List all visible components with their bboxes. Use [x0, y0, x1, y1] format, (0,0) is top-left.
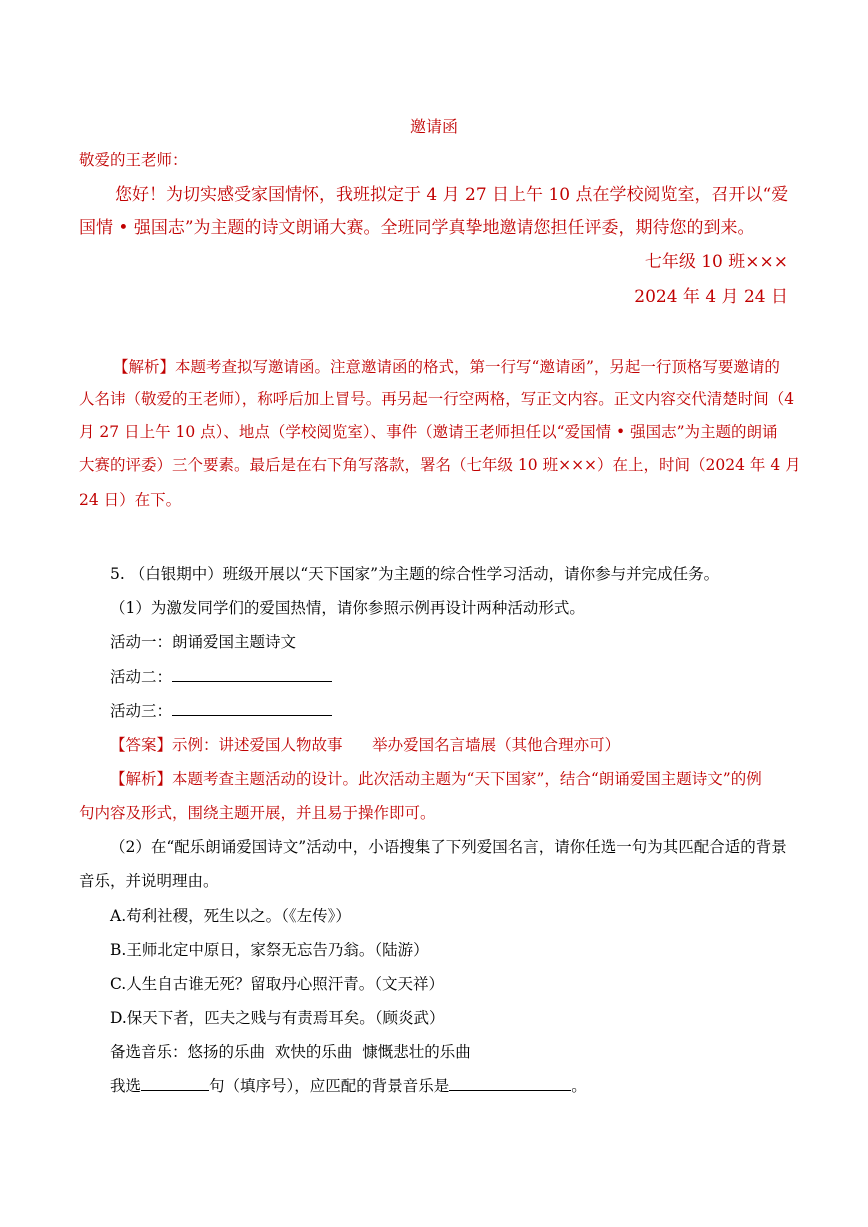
analysis-1-line-4: 大赛的评委）三个要素。最后是在右下角写落款，署名（七年级 10 班×××）在上，时间（2024 年 4 月 — [79, 456, 801, 474]
letter-salutation: 敬爱的王老师： — [79, 151, 188, 169]
music-choices: 备选音乐：悠扬的乐曲 欢快的乐曲 慷慨悲壮的乐曲 — [110, 1043, 471, 1061]
question-5-sub-1: （1）为激发同学们的爱国热情，请你参照示例再设计两种活动形式。 — [110, 599, 585, 617]
choose-line — [110, 1074, 587, 1096]
letter-body-line-2: 国情 • 强国志”为主题的诗文朗诵大赛。全班同学真挚地邀请您担任评委，期待您的到来。 — [79, 218, 755, 238]
analysis-2-text-1: 本题考查主题活动的设计。此次活动主题为“天下国家”，结合“朗诵爱国主题诗文”的例 — [172, 770, 762, 788]
analysis-1-line-3: 月 27 日上午 10 点）、地点（学校阅览室）、事件（邀请王老师担任以“爱国情 • 强国志”为主题的朗诵 — [79, 423, 778, 441]
activity-2-blank[interactable] — [172, 680, 332, 682]
question-5-sub-2-line-1: （2）在“配乐朗诵爱国诗文”活动中，小语搜集了下列爱国名言，请你任选一句为其匹配合适的背景 — [110, 838, 787, 856]
activity-2 — [110, 665, 332, 687]
analysis-1-text-1: 本题考查拟写邀请函。注意邀请函的格式，第一行写“邀请函”，另起一行顶格写要邀请的 — [175, 358, 780, 376]
choose-prefix: 我选 — [110, 1077, 142, 1095]
letter-title: 邀请函 — [409, 117, 458, 136]
choose-middle: 句（填序号），应匹配的背景音乐是 — [209, 1077, 450, 1095]
option-b: B.王师北定中原日，家祭无忘告乃翁。（陆游） — [110, 941, 429, 959]
analysis-1-line-1 — [113, 355, 780, 377]
activity-3 — [110, 699, 332, 721]
question-5-stem: 5. （白银期中）班级开展以“天下国家”为主题的综合性学习活动，请你参与并完成任务。 — [110, 565, 720, 583]
choose-music-blank[interactable] — [449, 1089, 571, 1091]
answer-line — [110, 733, 620, 755]
activity-1: 活动一：朗诵爱国主题诗文 — [110, 633, 297, 651]
activity-3-blank[interactable] — [172, 714, 332, 716]
analysis-2-tag: 【解析】 — [110, 770, 173, 788]
question-5-sub-2-line-2: 音乐，并说明理由。 — [79, 872, 219, 890]
option-a: A.苟利社稷，死生以之。（《左传》） — [110, 907, 351, 925]
answer-text: 示例：讲述爱国人物故事 举办爱国名言墙展（其他合理亦可） — [172, 736, 621, 754]
option-d: D.保天下者，匹夫之贱与有责焉耳矣。（顾炎武） — [110, 1009, 445, 1027]
activity-2-label: 活动二： — [110, 668, 173, 686]
analysis-1-tag: 【解析】 — [113, 358, 176, 376]
analysis-1-line-2: 人名讳（敬爱的王老师），称呼后加上冒号。再另起一行空两格，写正文内容。正文内容交代清楚时间（4 — [79, 390, 795, 408]
letter-date: 2024 年 4 月 24 日 — [634, 287, 788, 307]
letter-signature: 七年级 10 班××× — [644, 252, 788, 272]
option-c: C.人生自古谁无死？留取丹心照汗青。（文天祥） — [110, 975, 444, 993]
letter-body-line-1: 您好！为切实感受家国情怀，我班拟定于 4 月 27 日上午 10 点在学校阅览室，召开以“爱 — [115, 185, 789, 205]
analysis-2-line-1 — [110, 767, 762, 789]
choose-end: 。 — [571, 1077, 587, 1095]
analysis-2-line-2: 句内容及形式，围绕主题开展，并且易于操作即可。 — [79, 804, 436, 822]
analysis-1-line-5: 24 日）在下。 — [79, 491, 182, 509]
activity-3-label: 活动三： — [110, 702, 173, 720]
answer-tag: 【答案】 — [110, 736, 173, 754]
choose-sentence-blank[interactable] — [141, 1089, 209, 1091]
